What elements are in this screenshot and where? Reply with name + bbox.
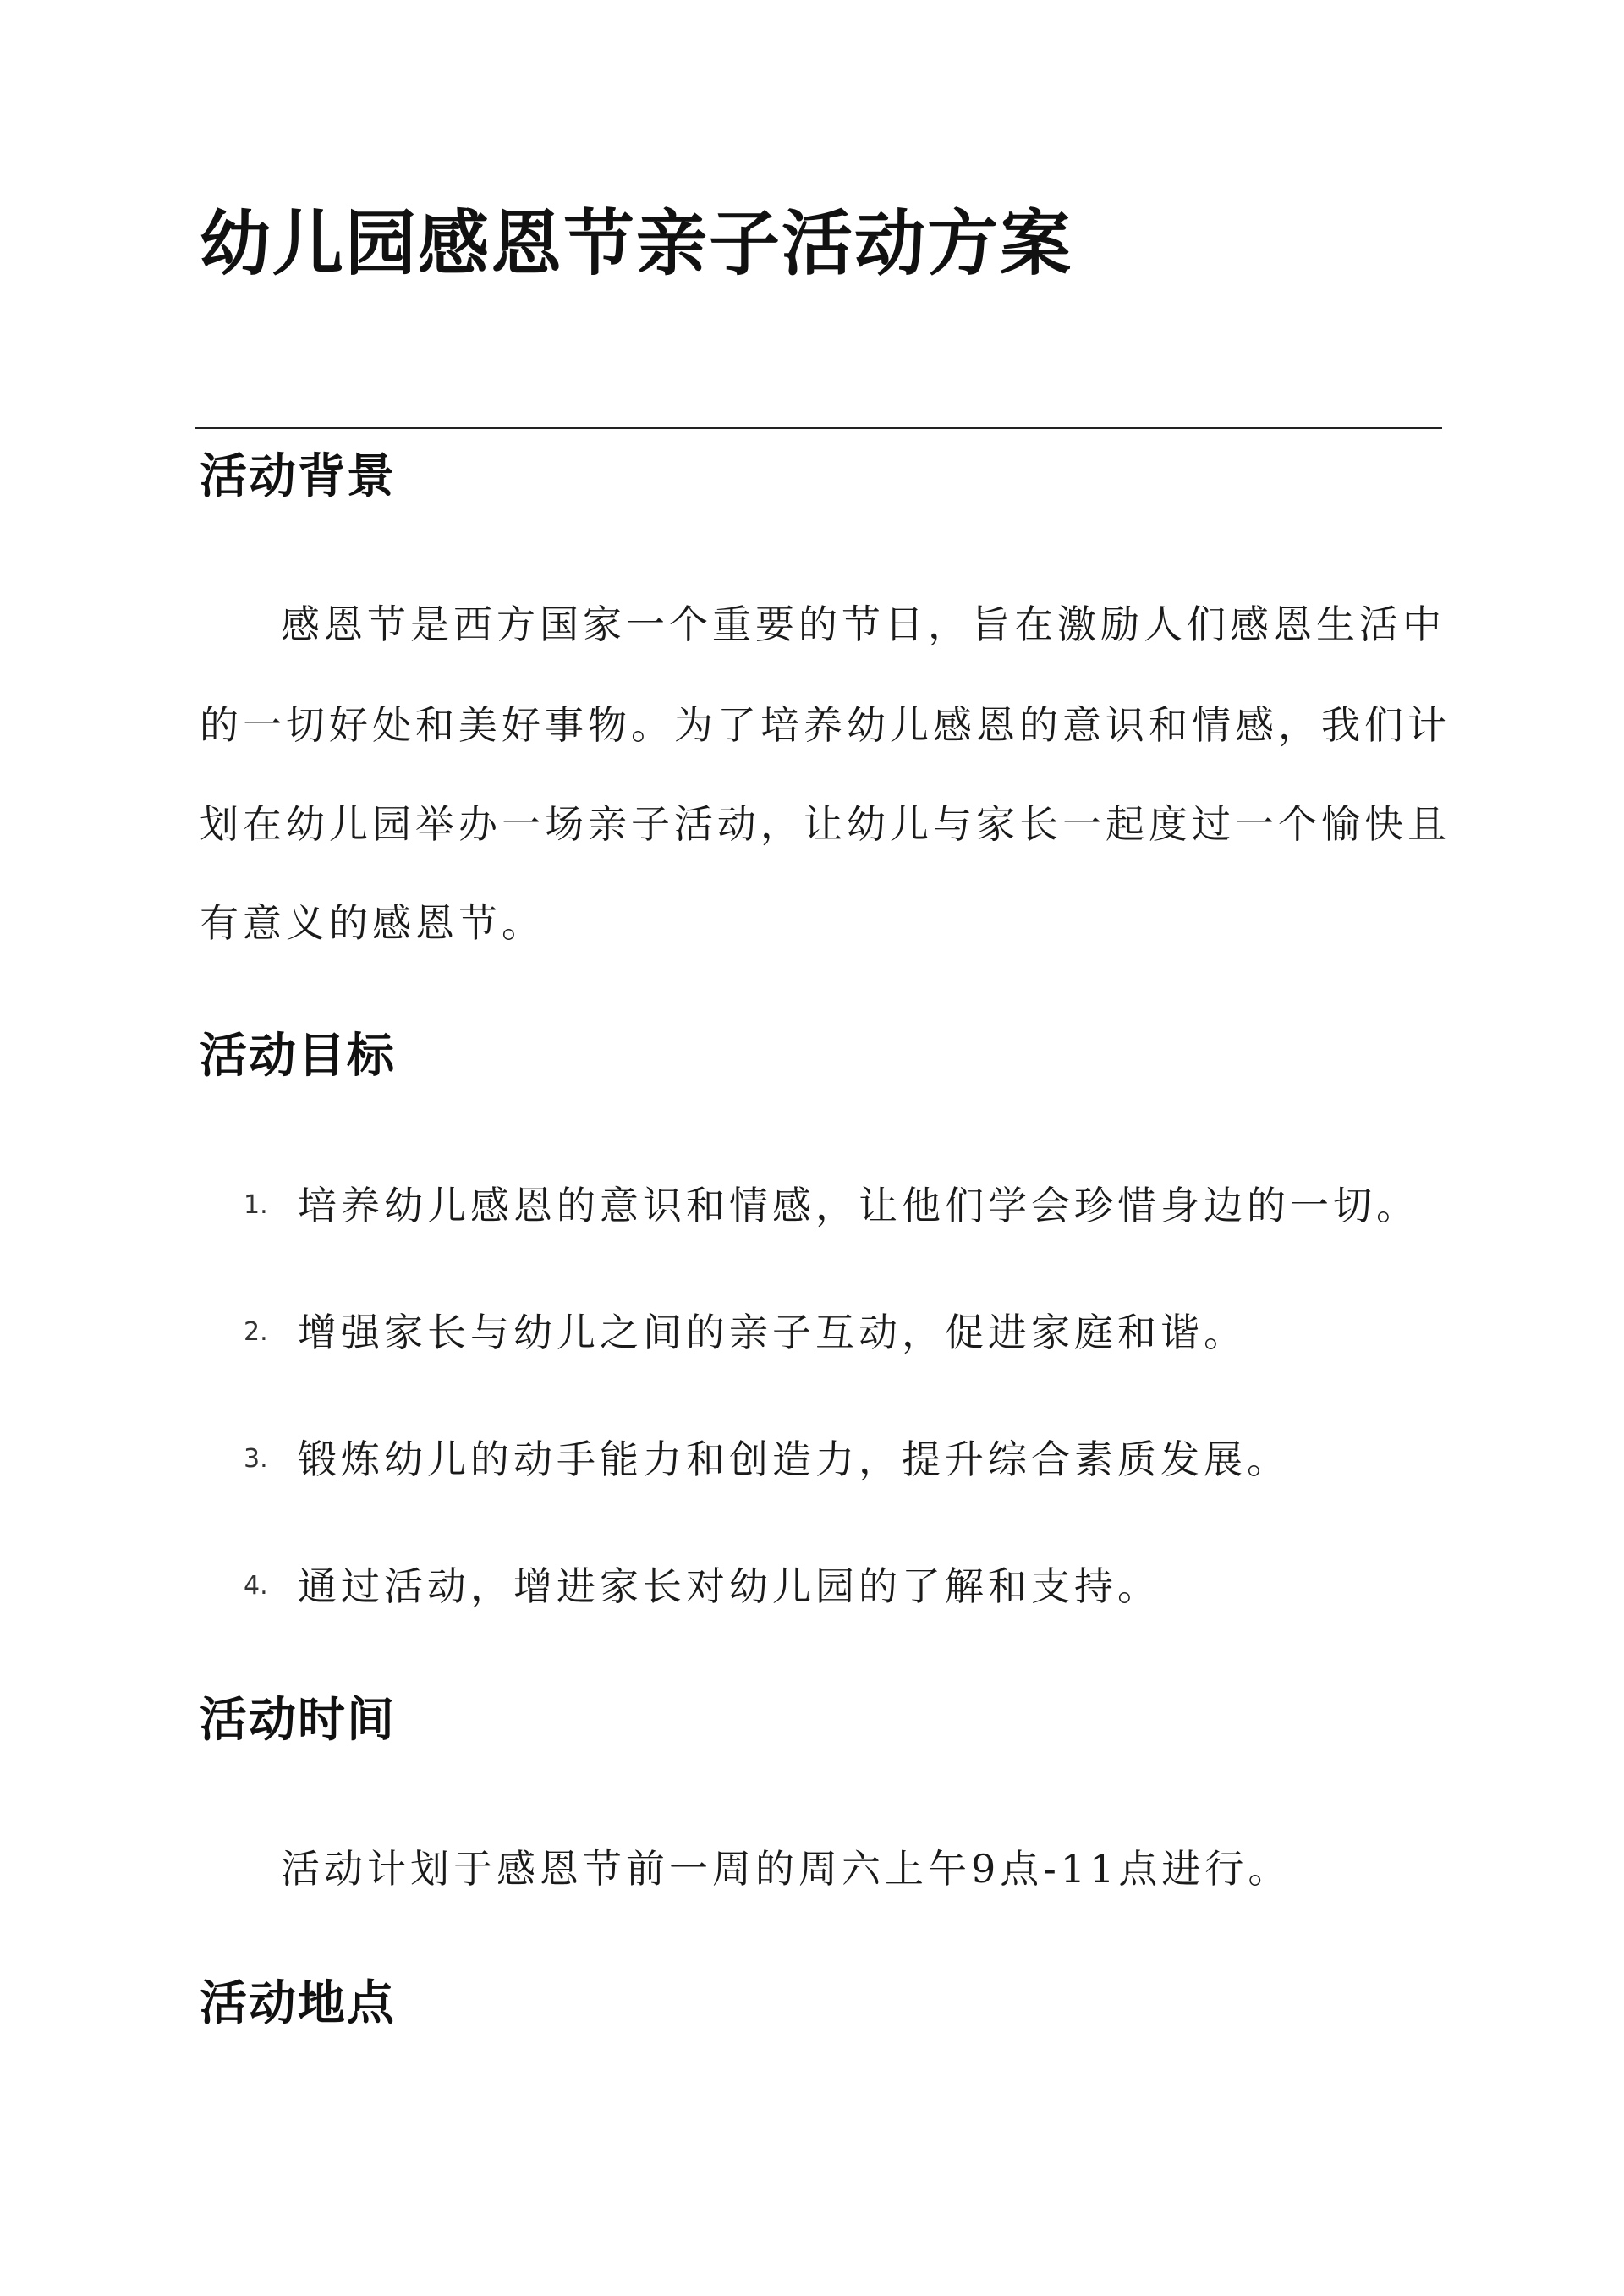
list-item xyxy=(244,1559,1160,1613)
list-item-text: 通过活动，增进家长对幼儿园的了解和支持。 xyxy=(298,1563,1160,1609)
section-heading-background: 活动背景 xyxy=(200,448,396,504)
list-item-number: 1. xyxy=(244,1190,268,1220)
background-paragraph-line: 感恩节是西方国家一个重要的节日，旨在激励人们感恩生活中 xyxy=(281,601,1446,647)
title-divider xyxy=(195,427,1442,429)
section-heading-goals: 活动目标 xyxy=(200,1028,396,1084)
list-item-text: 增强家长与幼儿之间的亲子互动，促进家庭和谐。 xyxy=(298,1310,1247,1355)
list-item xyxy=(244,1305,1247,1359)
time-paragraph: 活动计划于感恩节前一周的周六上午9点-11点进行。 xyxy=(281,1846,1292,1892)
list-item-text: 锻炼幼儿的动手能力和创造力，提升综合素质发展。 xyxy=(298,1436,1290,1482)
background-paragraph-line: 的一切好处和美好事物。为了培养幼儿感恩的意识和情感，我们计 xyxy=(200,702,1451,748)
background-paragraph-line: 划在幼儿园举办一场亲子活动，让幼儿与家长一起度过一个愉快且 xyxy=(200,801,1451,847)
list-item xyxy=(244,1178,1419,1233)
list-item-text: 培养幼儿感恩的意识和情感，让他们学会珍惜身边的一切。 xyxy=(298,1183,1419,1228)
list-item-number: 4. xyxy=(244,1571,268,1601)
background-paragraph-line: 有意义的感恩节。 xyxy=(200,900,545,946)
section-heading-time: 活动时间 xyxy=(200,1692,396,1748)
list-item xyxy=(244,1432,1290,1486)
list-item-number: 2. xyxy=(244,1317,268,1347)
section-heading-location: 活动地点 xyxy=(200,1975,396,2031)
list-item-number: 3. xyxy=(244,1444,268,1474)
document-title: 幼儿园感恩节亲子活动方案 xyxy=(200,201,1073,285)
